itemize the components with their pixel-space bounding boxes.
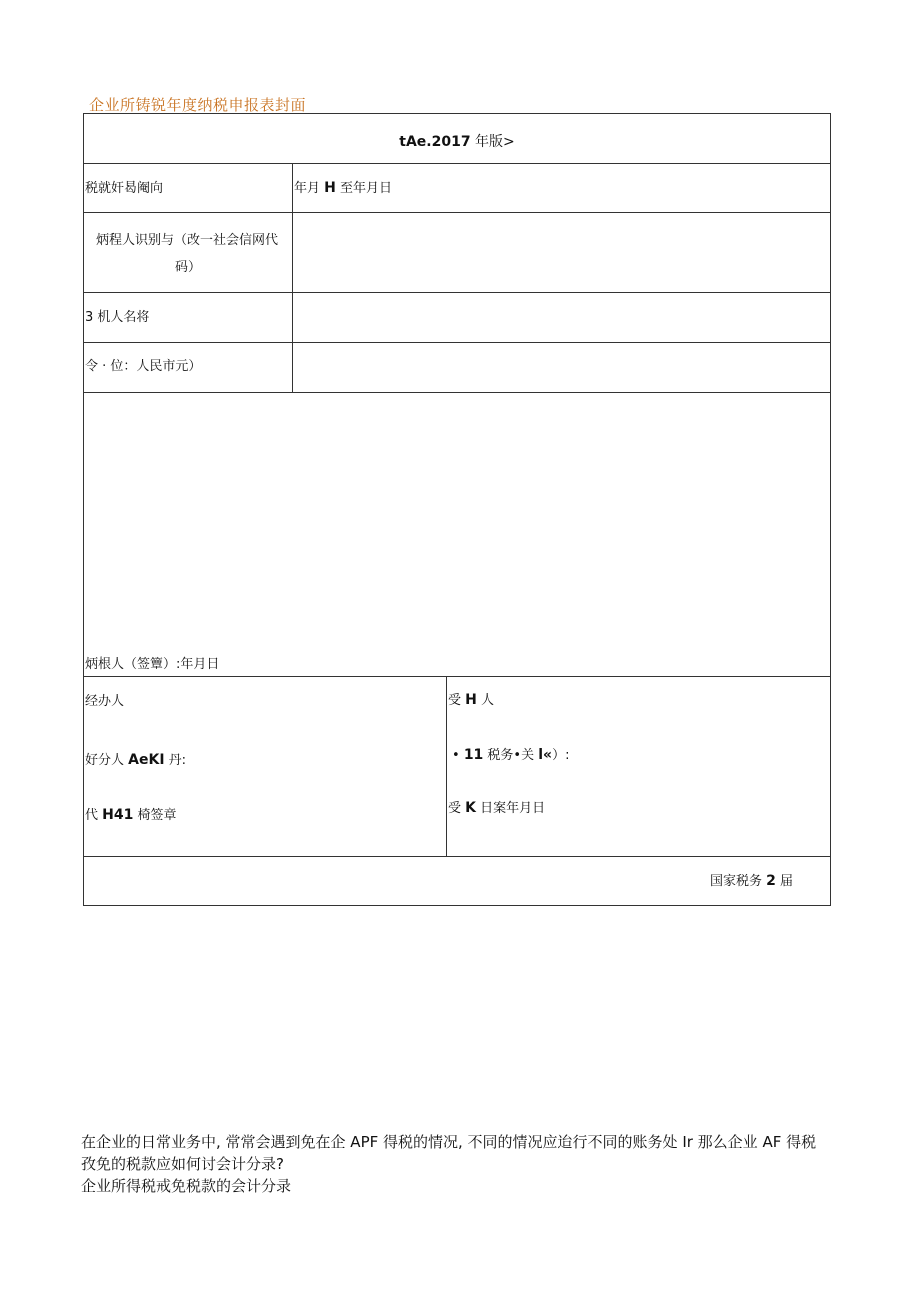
handler-id: 好分人 AeKI 丹:: [85, 752, 187, 768]
row-divider: [83, 676, 831, 677]
body-paragraph-line: 在企业的日常业务中, 常常会遇到免在企 APF 得税的情况, 不同的情况应迨行不同的账务处 Ir 那么企业 AF 得税: [81, 1133, 817, 1151]
tax-period-label: 税就奸曷阉向: [85, 181, 164, 196]
receiver-label: 受 H 人: [448, 692, 494, 708]
receive-date: 受 K 日案年月日: [448, 800, 546, 816]
currency-unit-label: 令 · 位：人民市元）: [85, 359, 202, 374]
tax-period-value: 年月 H 至年月日: [294, 180, 392, 196]
taxpayer-id-label: 炳程人识别与（改一社会信网代: [96, 233, 279, 248]
row-divider: [83, 212, 831, 213]
row-divider: [83, 342, 831, 343]
row-divider: [83, 392, 831, 393]
row-divider: [83, 856, 831, 857]
column-divider: [446, 676, 447, 856]
form-title: 企业所铸锐年度纳税申报表封面: [89, 96, 307, 114]
declaration-form: [83, 113, 831, 906]
row-divider: [83, 163, 831, 164]
column-divider: [292, 163, 293, 392]
taxpayer-name-label: 3 机人名将: [85, 310, 150, 325]
handler-label: 经办人: [85, 694, 125, 709]
section-heading: 企业所得税戒免税款的会计分录: [81, 1177, 292, 1195]
declarant-signature: 炳根人（签簟）:年月日: [85, 657, 220, 672]
taxpayer-id-label-cont: 码）: [175, 260, 202, 275]
row-divider: [83, 292, 831, 293]
tax-office-seal: • 11 税务•关 l«）:: [452, 747, 570, 763]
agent-seal: 代 H41 椅签章: [85, 807, 177, 823]
form-edition: tAe.2017 年版>: [399, 134, 515, 150]
issuing-authority: 国家税务 2 届: [710, 873, 794, 889]
body-paragraph-line: 孜免的税款应如何讨会计分录?: [81, 1155, 284, 1173]
